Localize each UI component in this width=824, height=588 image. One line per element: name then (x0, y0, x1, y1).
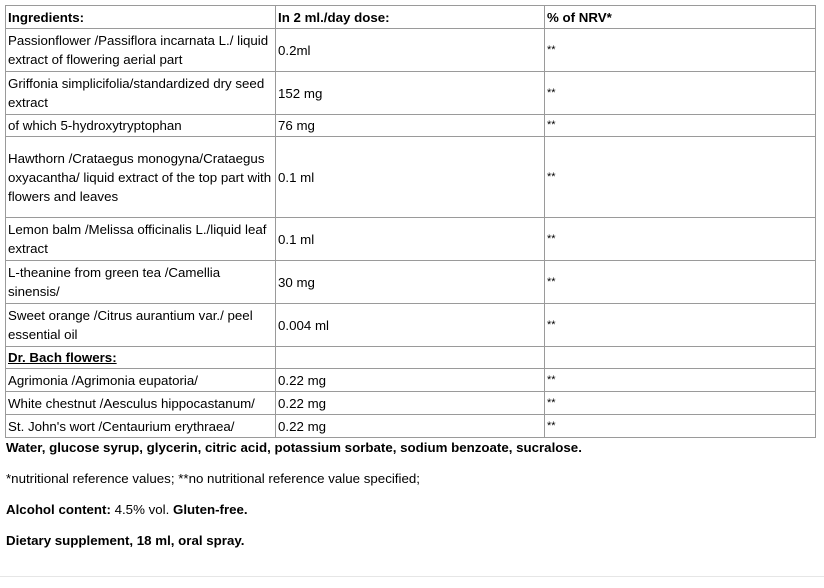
empty-cell (545, 347, 816, 369)
other-ingredients: Water, glucose syrup, glycerin, citric acid, potassium sorbate, sodium benzoate, sucralose. (6, 440, 582, 455)
table-row (6, 261, 816, 304)
ingredient-dose: 0.1 ml (276, 137, 545, 218)
table-row (6, 137, 816, 218)
bach-nrv: ** (545, 392, 816, 415)
alcohol-label: Alcohol content: (6, 502, 111, 517)
divider (0, 576, 824, 577)
ingredient-nrv: ** (545, 261, 816, 304)
bach-nrv: ** (545, 415, 816, 438)
ingredient-dose: 30 mg (276, 261, 545, 304)
header-dose: In 2 ml./day dose: (276, 6, 545, 29)
bach-dose: 0.22 mg (276, 392, 545, 415)
ingredient-dose: 0.1 ml (276, 218, 545, 261)
ingredient-name: Passionflower /Passiflora incarnata L./ liquid extract of flowering aerial part (6, 29, 276, 72)
ingredient-name: Griffonia simplicifolia/standardized dry seed extract (6, 72, 276, 115)
ingredient-name: of which 5-hydroxytryptophan (6, 115, 276, 137)
bach-dose: 0.22 mg (276, 415, 545, 438)
table-header-row (6, 6, 816, 29)
table-row (6, 115, 816, 137)
ingredients-table (5, 5, 816, 438)
footnote: *nutritional reference values; **no nutritional reference value specified; (6, 471, 420, 486)
table-row (6, 29, 816, 72)
ingredient-name: L-theanine from green tea /Camellia sinensis/ (6, 261, 276, 304)
table-row (6, 392, 816, 415)
empty-cell (276, 347, 545, 369)
ingredient-nrv: ** (545, 72, 816, 115)
ingredient-nrv: ** (545, 29, 816, 72)
ingredient-dose: 76 mg (276, 115, 545, 137)
section-title: Dr. Bach flowers: (6, 347, 276, 369)
ingredient-nrv: ** (545, 218, 816, 261)
alcohol-value: 4.5% vol. (110, 502, 173, 517)
ingredient-dose: 0.004 ml (276, 304, 545, 347)
ingredient-name: Lemon balm /Melissa officinalis L./liquid leaf extract (6, 218, 276, 261)
ingredient-name: Sweet orange /Citrus aurantium var./ peel essential oil (6, 304, 276, 347)
ingredient-dose: 0.2ml (276, 29, 545, 72)
section-row (6, 347, 816, 369)
table-row (6, 72, 816, 115)
ingredient-nrv: ** (545, 137, 816, 218)
bach-dose: 0.22 mg (276, 369, 545, 392)
table-row (6, 415, 816, 438)
gluten-free: Gluten-free. (172, 502, 248, 517)
bach-name: Agrimonia /Agrimonia eupatoria/ (6, 369, 276, 392)
ingredient-nrv: ** (545, 115, 816, 137)
ingredient-name: Hawthorn /Crataegus monogyna/Crataegus oxyacantha/ liquid extract of the top part with flowers and leaves (6, 137, 276, 218)
table-row (6, 218, 816, 261)
header-nrv: % of NRV* (545, 6, 816, 29)
supplement-line: Dietary supplement, 18 ml, oral spray. (6, 533, 245, 548)
alcohol-line (6, 500, 818, 519)
ingredient-dose: 152 mg (276, 72, 545, 115)
table-row (6, 369, 816, 392)
ingredient-nrv: ** (545, 304, 816, 347)
bach-name: St. John's wort /Centaurium erythraea/ (6, 415, 276, 438)
bach-name: White chestnut /Aesculus hippocastanum/ (6, 392, 276, 415)
bach-nrv: ** (545, 369, 816, 392)
table-row (6, 304, 816, 347)
header-ingredients: Ingredients: (6, 6, 276, 29)
